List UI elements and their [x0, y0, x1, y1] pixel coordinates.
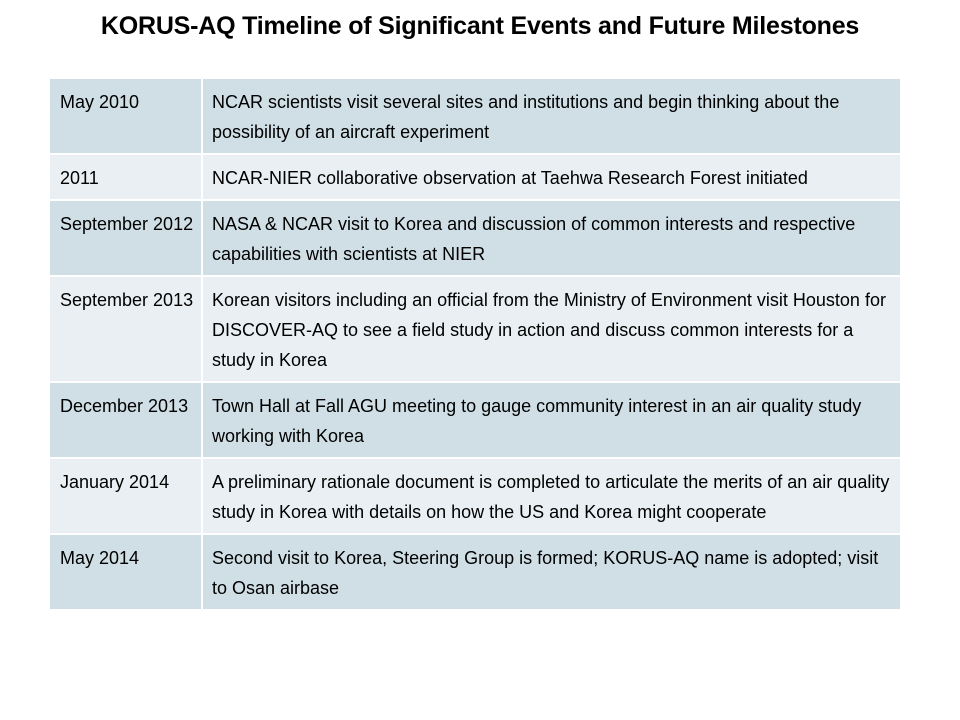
timeline-event: Korean visitors including an official from the Ministry of Environment visit Houston for DISCOVER-AQ to see a field study in action and discuss common interests for a study in Korea — [202, 276, 901, 382]
timeline-row — [49, 200, 901, 276]
timeline-event: A preliminary rationale document is completed to articulate the merits of an air quality study in Korea with details on how the US and Korea might cooperate — [202, 458, 901, 534]
timeline-row — [49, 154, 901, 200]
timeline-row — [49, 276, 901, 382]
slide-title: KORUS-AQ Timeline of Significant Events and Future Milestones — [100, 12, 860, 40]
timeline-row — [49, 78, 901, 154]
timeline-date: May 2014 — [49, 534, 202, 610]
timeline-date: September 2012 — [49, 200, 202, 276]
timeline-event: NASA & NCAR visit to Korea and discussion of common interests and respective capabilities with scientists at NIER — [202, 200, 901, 276]
timeline-date: September 2013 — [49, 276, 202, 382]
timeline-event: Second visit to Korea, Steering Group is formed; KORUS-AQ name is adopted; visit to Osan airbase — [202, 534, 901, 610]
timeline-date: May 2010 — [49, 78, 202, 154]
timeline-date: January 2014 — [49, 458, 202, 534]
timeline-event: NCAR-NIER collaborative observation at Taehwa Research Forest initiated — [202, 154, 901, 200]
timeline-date: December 2013 — [49, 382, 202, 458]
timeline-row — [49, 534, 901, 610]
timeline-table — [48, 77, 902, 611]
timeline-event: Town Hall at Fall AGU meeting to gauge community interest in an air quality study working with Korea — [202, 382, 901, 458]
timeline-row — [49, 382, 901, 458]
timeline-row — [49, 458, 901, 534]
timeline-event: NCAR scientists visit several sites and institutions and begin thinking about the possibility of an aircraft experiment — [202, 78, 901, 154]
timeline-date: 2011 — [49, 154, 202, 200]
